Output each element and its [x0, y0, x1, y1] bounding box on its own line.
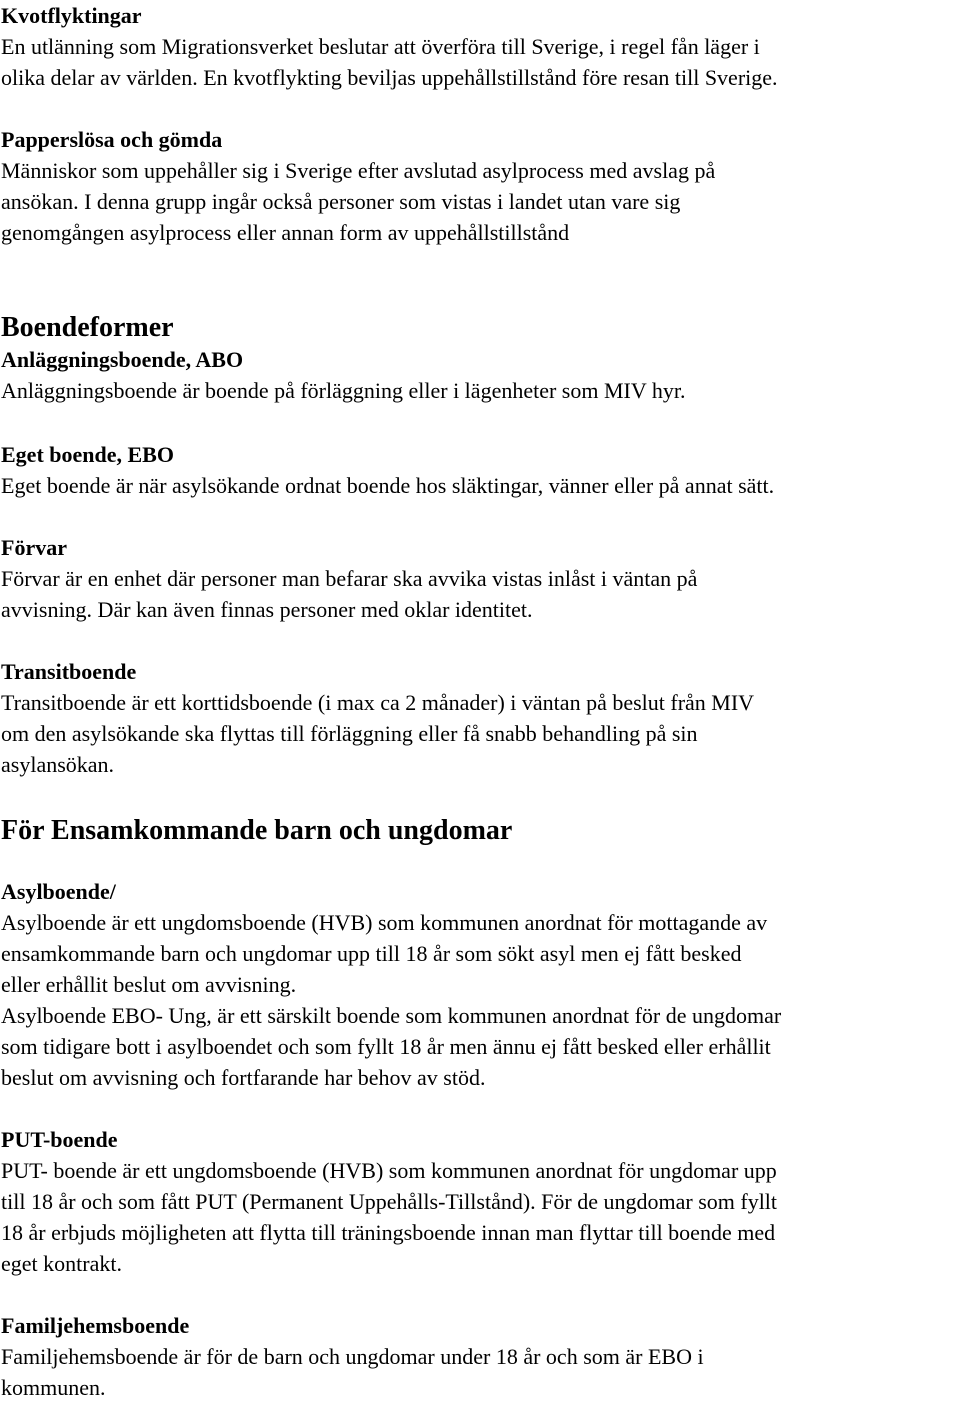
body-line: Människor som uppehåller sig i Sverige efter avslutad asylprocess med avslag på — [1, 158, 716, 183]
body-line: asylansökan. — [1, 752, 115, 777]
spacer — [1, 625, 954, 656]
body-line: som tidigare bott i asylboendet och som fyllt 18 år men ännu ej fått besked eller erhållit — [1, 1034, 771, 1059]
subheading-put-boende: PUT-boende — [1, 1127, 118, 1152]
body-line: ensamkommande barn och ungdomar upp till 18 år som sökt asyl men ej fått besked — [1, 941, 742, 966]
spacer — [1, 248, 954, 311]
body-line: PUT- boende är ett ungdomsboende (HVB) som kommunen anordnat för ungdomar upp — [1, 1158, 777, 1183]
subheading-forvar: Förvar — [1, 535, 67, 560]
body-line: Eget boende är när asylsökande ordnat boende hos släktingar, vänner eller på annat sätt. — [1, 473, 775, 498]
body-line: genomgången asylprocess eller annan form av uppehållstillstånd — [1, 220, 570, 245]
section-heading: Kvotflyktingar — [1, 3, 142, 28]
section-boendeformer — [1, 311, 954, 780]
body-line: Asylboende är ett ungdomsboende (HVB) som kommunen anordnat för mottagande av — [1, 910, 768, 935]
body-line: olika delar av världen. En kvotflykting beviljas uppehållstillstånd före resan till Sverige. — [1, 65, 778, 90]
body-line: eget kontrakt. — [1, 1251, 122, 1276]
spacer — [1, 1279, 954, 1310]
body-line: avvisning. Där kan även finnas personer med oklar identitet. — [1, 597, 533, 622]
section-ensamkommande — [1, 813, 954, 1403]
spacer — [1, 849, 954, 876]
body-line: ansökan. I denna grupp ingår också personer som vistas i landet utan vare sig — [1, 189, 681, 214]
body-line: om den asylsökande ska flyttas till förläggning eller få snabb behandling på sin — [1, 721, 698, 746]
body-line: eller erhållit beslut om avvisning. — [1, 972, 297, 997]
section-heading: Papperslösa och gömda — [1, 127, 223, 152]
spacer — [1, 93, 954, 124]
body-line: kommunen. — [1, 1375, 106, 1400]
body-line: beslut om avvisning och fortfarande har behov av stöd. — [1, 1065, 486, 1090]
subheading-asylboende: Asylboende/ — [1, 879, 116, 904]
main-heading: För Ensamkommande barn och ungdomar — [1, 815, 513, 846]
body-line: till 18 år och som fått PUT (Permanent Uppehålls-Tillstånd). För de ungdomar som fyllt — [1, 1189, 778, 1214]
body-line: 18 år erbjuds möjligheten att flytta till träningsboende innan man flyttar till boende med — [1, 1220, 776, 1245]
body-line: Transitboende är ett korttidsboende (i max ca 2 månader) i väntan på beslut från MIV — [1, 690, 755, 715]
spacer — [1, 406, 954, 439]
section-kvotflyktingar — [1, 0, 954, 93]
section-papperslosa — [1, 124, 954, 248]
spacer — [1, 1093, 954, 1124]
body-line: Familjehemsboende är för de barn och ungdomar under 18 år och som är EBO i — [1, 1344, 704, 1369]
body-line: Asylboende EBO- Ung, är ett särskilt boende som kommunen anordnat för de ungdomar — [1, 1003, 782, 1028]
subheading-familjehemsboende: Familjehemsboende — [1, 1313, 190, 1338]
body-line: Förvar är en enhet där personer man befarar ska avvika vistas inlåst i väntan på — [1, 566, 698, 591]
subheading-abo: Anläggningsboende, ABO — [1, 347, 244, 372]
body-line: En utlänning som Migrationsverket beslutar att överföra till Sverige, i regel fån läger i — [1, 34, 760, 59]
subheading-ebo: Eget boende, EBO — [1, 442, 174, 467]
subheading-transitboende: Transitboende — [1, 659, 137, 684]
spacer — [1, 501, 954, 532]
spacer — [1, 780, 954, 813]
body-line: Anläggningsboende är boende på förläggning eller i lägenheter som MIV hyr. — [1, 378, 686, 403]
main-heading: Boendeformer — [1, 312, 174, 343]
